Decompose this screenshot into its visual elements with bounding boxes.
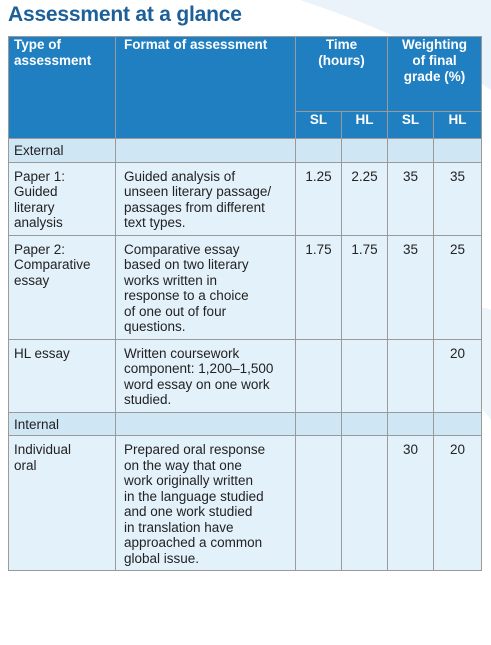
weighting-group-header: Weighting of final grade (%)	[388, 37, 482, 112]
weight-hl-cell: 35	[434, 162, 482, 235]
table-row	[9, 436, 482, 571]
section-label-internal: Internal	[9, 412, 116, 436]
type-cell: Individual oral	[9, 436, 116, 571]
table-row	[9, 235, 482, 339]
weight-hl-header: HL	[434, 112, 482, 139]
type-cell: Paper 1: Guided literary analysis	[9, 162, 116, 235]
section-row-internal	[9, 412, 482, 436]
time-sl-cell: 1.75	[296, 235, 342, 339]
time-group-header: Time (hours)	[296, 37, 388, 112]
assessment-table	[8, 36, 482, 571]
section-label-external: External	[9, 139, 116, 163]
format-cell: Comparative essay based on two literary works written in response to a choice of one out of four questions.	[116, 235, 296, 339]
time-sl-header: SL	[296, 112, 342, 139]
section-row-external	[9, 139, 482, 163]
type-cell: HL essay	[9, 339, 116, 412]
format-cell: Guided analysis of unseen literary passage/ passages from different text types.	[116, 162, 296, 235]
type-column-header: Type of assessment	[9, 37, 116, 139]
weight-sl-header: SL	[388, 112, 434, 139]
format-cell: Prepared oral response on the way that one work originally written in the language studied and one work studied in translation have approached a common global issue.	[116, 436, 296, 571]
time-hl-cell	[342, 436, 388, 571]
weight-sl-cell: 35	[388, 235, 434, 339]
weight-sl-cell: 35	[388, 162, 434, 235]
weight-hl-cell: 20	[434, 339, 482, 412]
time-sl-cell	[296, 339, 342, 412]
time-hl-header: HL	[342, 112, 388, 139]
time-hl-cell	[342, 339, 388, 412]
type-cell: Paper 2: Comparative essay	[9, 235, 116, 339]
time-sl-cell: 1.25	[296, 162, 342, 235]
time-sl-cell	[296, 436, 342, 571]
format-cell: Written coursework component: 1,200–1,500 word essay on one work studied.	[116, 339, 296, 412]
table-row	[9, 339, 482, 412]
weight-sl-cell	[388, 339, 434, 412]
table-row	[9, 162, 482, 235]
weight-sl-cell: 30	[388, 436, 434, 571]
format-column-header: Format of assessment	[116, 37, 296, 139]
weight-hl-cell: 25	[434, 235, 482, 339]
time-hl-cell: 1.75	[342, 235, 388, 339]
time-hl-cell: 2.25	[342, 162, 388, 235]
weight-hl-cell: 20	[434, 436, 482, 571]
page-title: Assessment at a glance	[8, 3, 242, 26]
header-row	[9, 37, 482, 112]
